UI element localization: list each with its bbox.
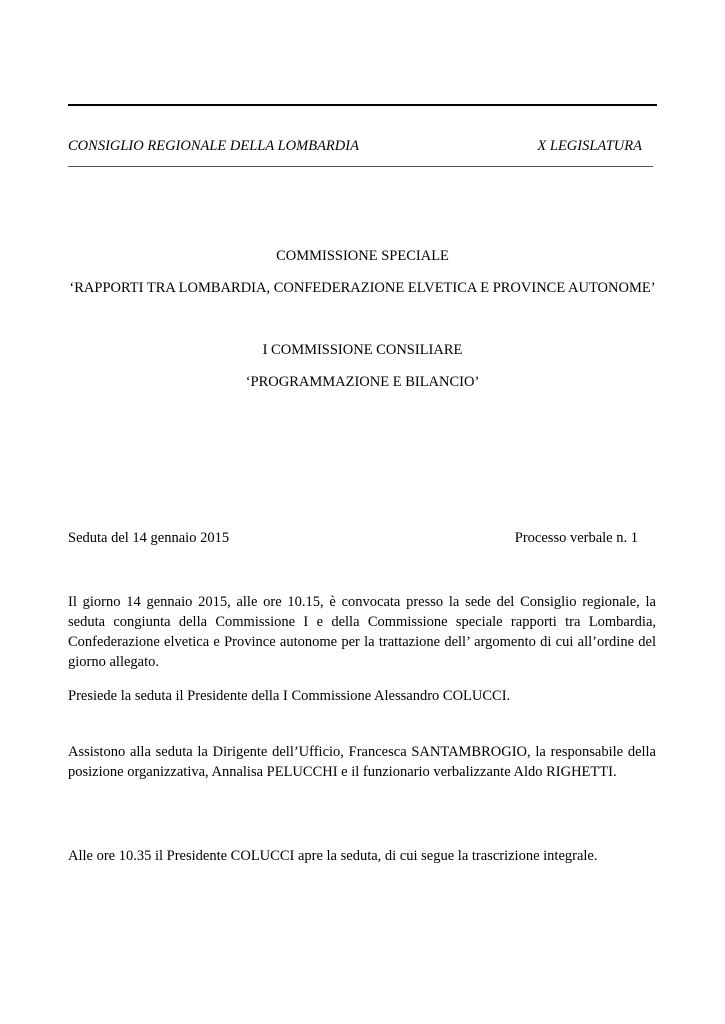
special-commission-subtitle: ‘RAPPORTI TRA LOMBARDIA, CONFEDERAZIONE ELVETICA E PROVINCE AUTONOME’ — [69, 280, 656, 296]
first-commission-title: I COMMISSIONE CONSILIARE — [262, 342, 463, 358]
paragraph-line: Assistono alla seduta la Dirigente dell’Ufficio, Francesca SANTAMBROGIO, la responsabile della — [68, 744, 656, 760]
paragraph-line: Confederazione elvetica e Province autonome per la trattazione dell’ argomento di cui all’ordine del — [68, 634, 656, 650]
paragraph-attendees — [68, 742, 656, 782]
special-commission-title: COMMISSIONE SPECIALE — [276, 248, 449, 264]
paragraph-line: Alle ore 10.35 il Presidente COLUCCI apre la seduta, di cui segue la trascrizione integrale. — [68, 848, 598, 864]
session-date: Seduta del 14 gennaio 2015 — [68, 530, 230, 546]
document-header — [68, 136, 642, 156]
paragraph-opening — [68, 846, 656, 866]
minutes-number: Processo verbale n. 1 — [514, 530, 638, 546]
paragraph-line: Presiede la seduta il Presidente della I Commissione Alessandro COLUCCI. — [68, 688, 511, 704]
first-commission-subtitle: ‘PROGRAMMAZIONE E BILANCIO’ — [245, 374, 480, 390]
session-row — [68, 528, 638, 548]
paragraph-line: giorno allegato. — [68, 654, 160, 670]
paragraph-convocation — [68, 592, 656, 672]
paragraph-line: Il giorno 14 gennaio 2015, alle ore 10.15, è convocata presso la sede del Consiglio regionale, la — [68, 594, 656, 610]
council-name: CONSIGLIO REGIONALE DELLA LOMBARDIA — [68, 138, 359, 154]
header-top-rule — [68, 104, 657, 106]
paragraph-line: posizione organizzativa, Annalisa PELUCCHI e il funzionario verbalizzante Aldo RIGHETTI. — [68, 764, 617, 780]
legislature-label: X LEGISLATURA — [537, 138, 642, 154]
header-underline — [68, 166, 653, 167]
paragraph-president — [68, 686, 656, 706]
paragraph-line: seduta congiunta della Commissione I e della Commissione speciale rapporti tra Lombardia, — [68, 614, 656, 630]
